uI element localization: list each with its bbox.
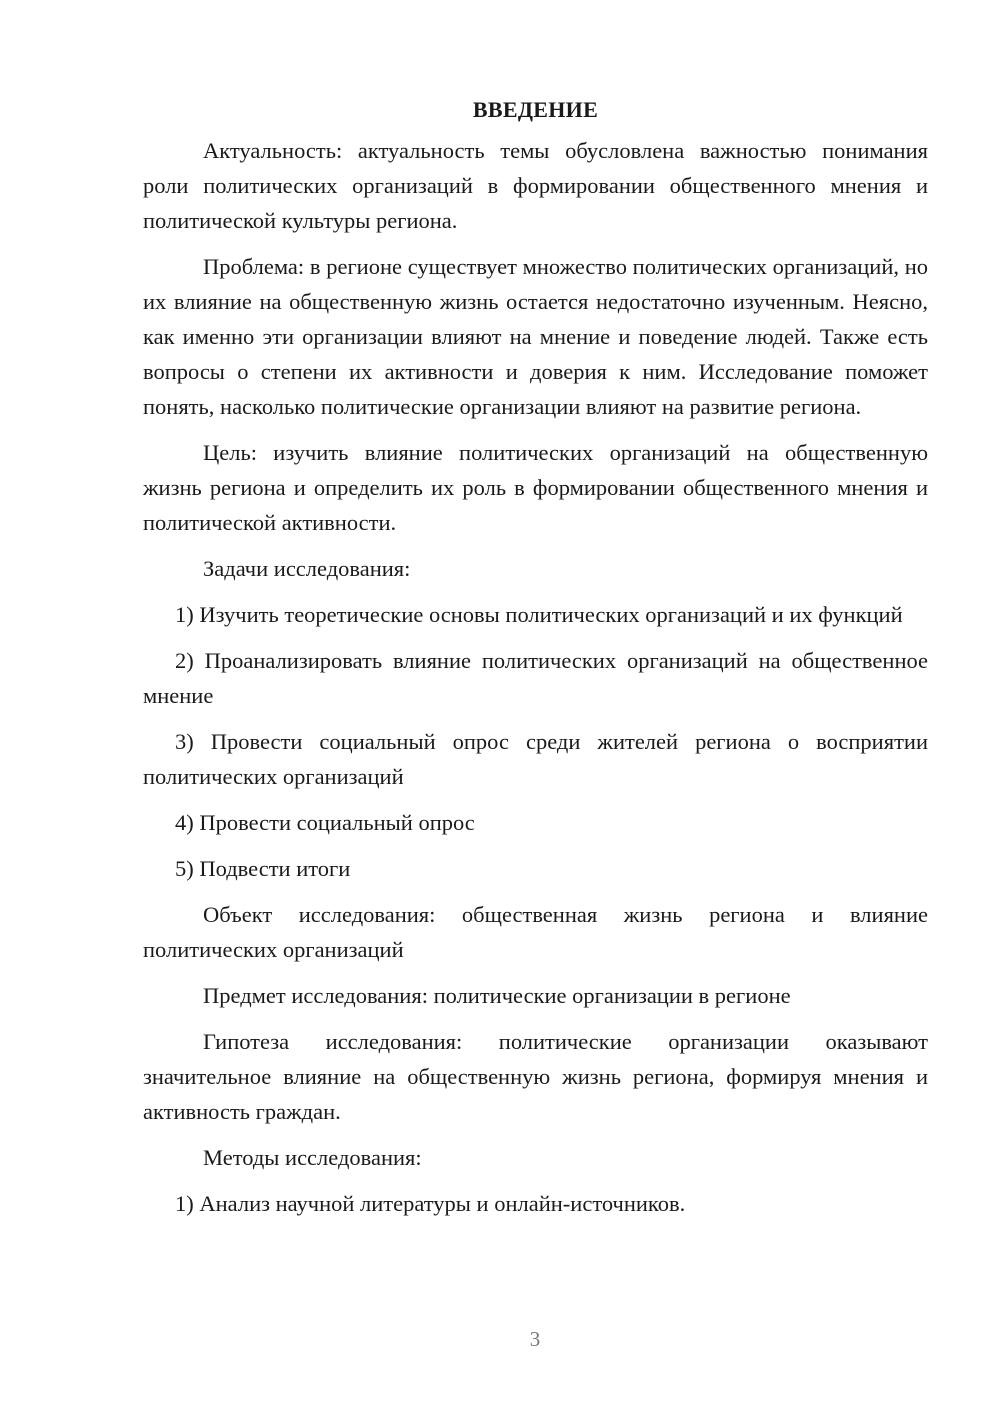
paragraph-subject: Предмет исследования: политические организации в регионе [203,983,791,1008]
task-item-1: 1) Изучить теоретические основы политических организаций и их функций [175,602,903,627]
task-item-5: 5) Подвести итоги [175,856,351,881]
task-item-2: 2) Проанализировать влияние политических организаций на общественное мнение [143,648,928,708]
paragraph-object: Объект исследования: общественная жизнь региона и влияние политических организаций [143,902,928,962]
paragraph-tasks-heading: Задачи исследования: [203,556,411,581]
task-item-3: 3) Провести социальный опрос среди жителей региона о восприятии политических организаций [143,729,928,789]
paragraph-hypothesis: Гипотеза исследования: политические организации оказывают значительное влияние на общественную жизнь региона, формируя мнения и активность граждан. [143,1029,928,1124]
page-number: 3 [529,1327,541,1351]
paragraph-problem: Проблема: в регионе существует множество политических организаций, но их влияние на общественную жизнь остается недостаточно изученным. Неясно, как именно эти организации влияют на мнение и поведение людей. Также есть вопросы о степени их активности и доверия к ним. Исследование поможет понять, насколько политические организации влияют на развитие региона. [143,254,928,419]
page-title: ВВЕДЕНИЕ [472,97,599,122]
document-page [143,92,928,1221]
paragraph-goal: Цель: изучить влияние политических организаций на общественную жизнь региона и определить их роль в формировании общественного мнения и политической активности. [143,440,928,535]
paragraph-methods-heading: Методы исследования: [203,1145,422,1170]
method-item-1: 1) Анализ научной литературы и онлайн-источников. [175,1191,686,1216]
paragraph-relevance: Актуальность: актуальность темы обусловлена важностью понимания роли политических организаций в формировании общественного мнения и политической культуры региона. [143,138,928,233]
task-item-4: 4) Провести социальный опрос [175,810,475,835]
